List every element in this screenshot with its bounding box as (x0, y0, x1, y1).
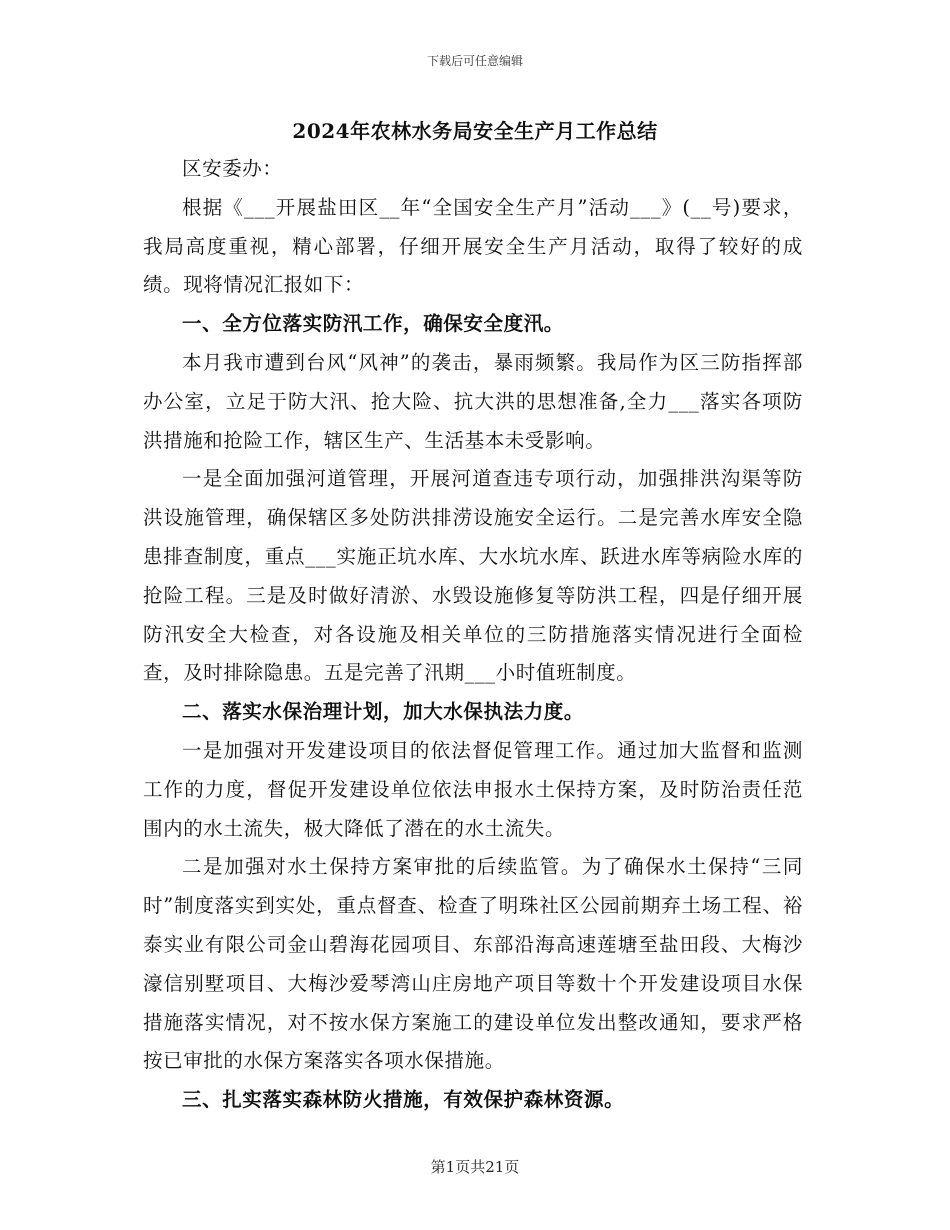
section-3-heading: 三、扎实落实森林防火措施，有效保护森林资源。 (182, 1088, 625, 1112)
page-footer-number: 第1页共21页 (430, 1158, 520, 1176)
document-body (143, 150, 803, 1120)
section-1-paragraph-2: 一是全面加强河道管理，开展河道查违专项行动，加强排洪沟渠等防洪设施管理，确保辖区多处防洪排涝设施安全运行。二是完善水库安全隐患排查制度，重点___实施正坑水库、大水坑水库、跃进水库等病险水库的抢险工程。三是及时做好清淤、水毁设施修复等防洪工程，四是仔细开展防汛安全大检查，对各设施及相关单位的三防措施落实情况进行全面检查，及时排除隐患。五是完善了汛期___小时值班制度。 (143, 467, 803, 685)
section-2-paragraph-1: 一是加强对开发建设项目的依法督促管理工作。通过加大监督和监测工作的力度，督促开发建设单位依法申报水土保持方案，及时防治责任范围内的水土流失，极大降低了潜在的水土流失。 (143, 738, 803, 840)
section-1-paragraph-1: 本月我市遭到台风“风神”的袭击，暴雨频繁。我局作为区三防指挥部办公室，立足于防大汛、抢大险、抗大洪的思想准备,全力___落实各项防洪措施和抢险工作，辖区生产、生活基本未受影响。 (143, 350, 803, 452)
section-2-paragraph-2: 二是加强对水土保持方案审批的后续监管。为了确保水土保持“三同时”制度落实到实处，重点督查、检查了明珠社区公园前期弃土场工程、裕泰实业有限公司金山碧海花园项目、东部沿海高速莲塘至盐田段、大梅沙濠信别墅项目、大梅沙爱琴湾山庄房地产项目等数十个开发建设项目水保措施落实情况，对不按水保方案施工的建设单位发出整改通知，要求严格按已审批的水保方案落实各项水保措施。 (143, 855, 803, 1073)
page-header-note: 下载后可任意编辑 (426, 54, 523, 68)
salutation: 区安委办： (182, 157, 283, 180)
intro-paragraph: 根据《___开展盐田区__年“全国安全生产月”活动___》(__号)要求，我局高度重视，精心部署，仔细开展安全生产月活动，取得了较好的成绩。现将情况汇报如下： (143, 195, 803, 297)
section-1-heading: 一、全方位落实防汛工作，确保安全度汛。 (182, 312, 564, 336)
section-2-heading: 二、落实水保治理计划，加大水保执法力度。 (182, 700, 585, 724)
document-title: 2024年农林水务局安全生产月工作总结 (292, 119, 658, 143)
